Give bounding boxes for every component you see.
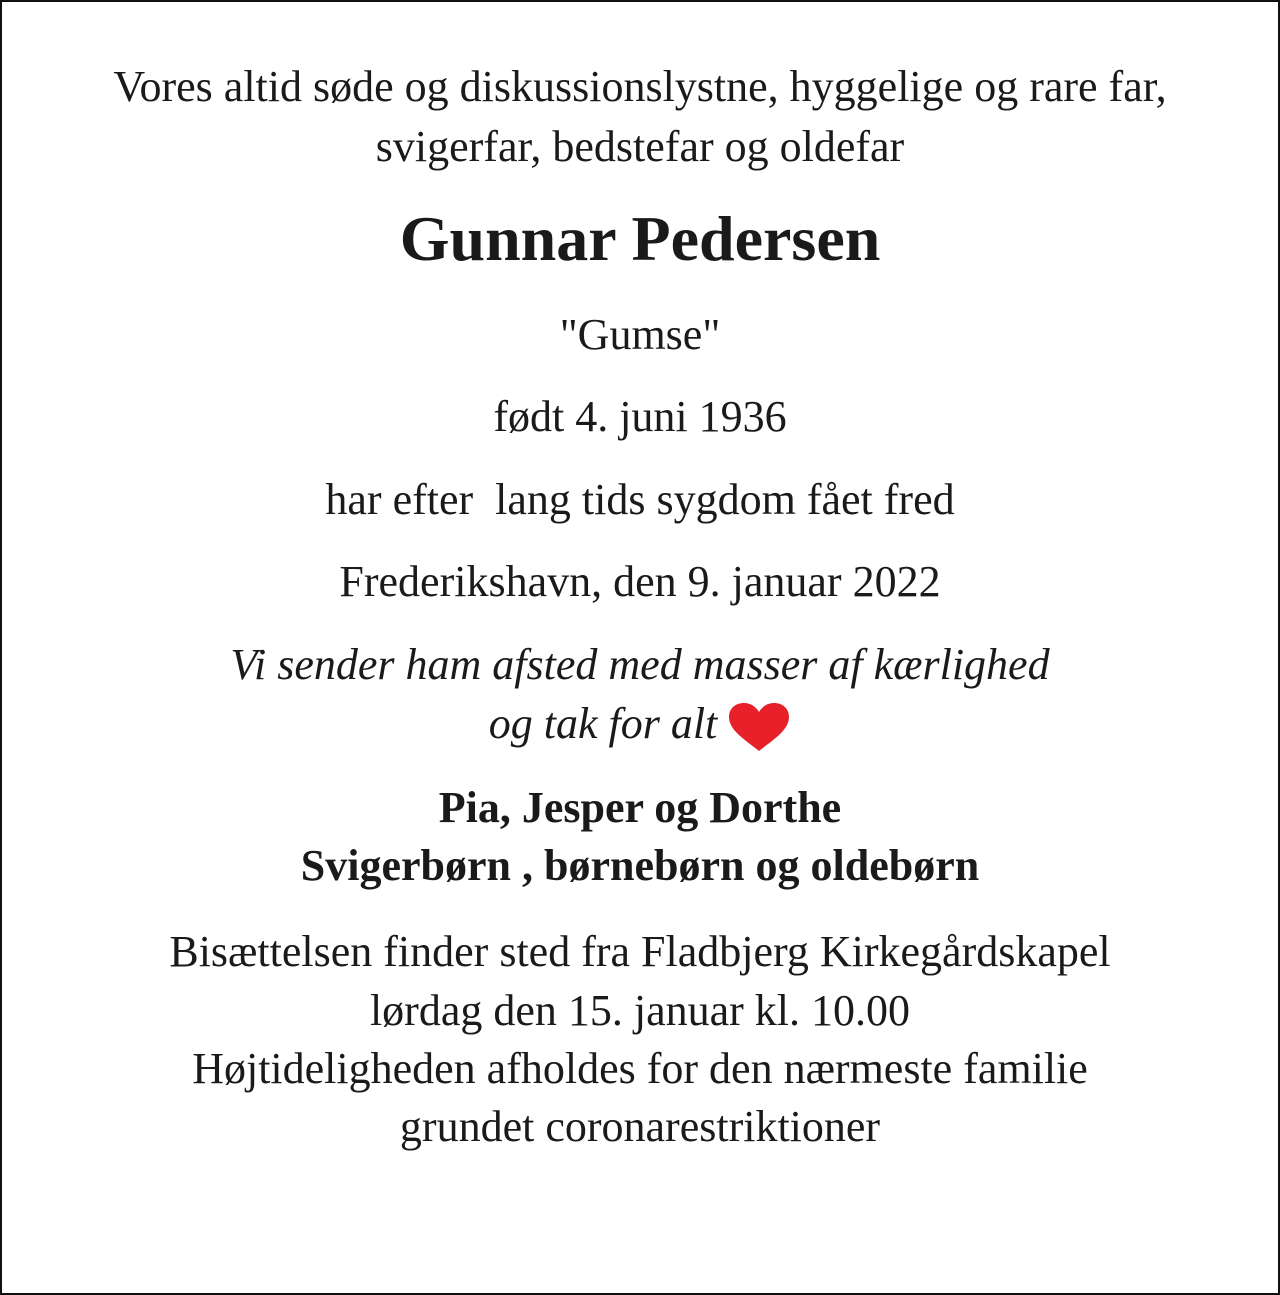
farewell-line-2: og tak for alt bbox=[488, 699, 718, 748]
family-line-1: Pia, Jesper og Dorthe bbox=[438, 783, 842, 832]
deceased-name: Gunnar Pedersen bbox=[399, 203, 881, 274]
place-and-date: Frederikshavn, den 9. januar 2022 bbox=[339, 557, 941, 606]
farewell-line-1: Vi sender ham afsted med masser af kærlighed bbox=[230, 640, 1050, 689]
funeral-line-4: grundet coronarestriktioner bbox=[399, 1102, 881, 1151]
nickname: "Gumse" bbox=[559, 310, 721, 359]
intro-line-1: Vores altid søde og diskussionslystne, hyggelige og rare far, bbox=[113, 62, 1167, 111]
family-line-2: Svigerbørn , børnebørn og oldebørn bbox=[300, 841, 980, 890]
intro-line-2: svigerfar, bedstefar og oldefar bbox=[375, 122, 905, 171]
funeral-line-3: Højtideligheden afholdes for den nærmeste familie bbox=[192, 1044, 1088, 1093]
funeral-line-2: lørdag den 15. januar kl. 10.00 bbox=[369, 986, 911, 1035]
funeral-line-1: Bisættelsen finder sted fra Fladbjerg Kirkegårdskapel bbox=[169, 927, 1111, 976]
passing-text: har efter lang tids sygdom fået fred bbox=[325, 475, 955, 524]
birth-date: født 4. juni 1936 bbox=[493, 392, 787, 441]
heart-icon bbox=[727, 703, 791, 753]
farewell-line-2-wrap bbox=[2, 694, 1278, 754]
